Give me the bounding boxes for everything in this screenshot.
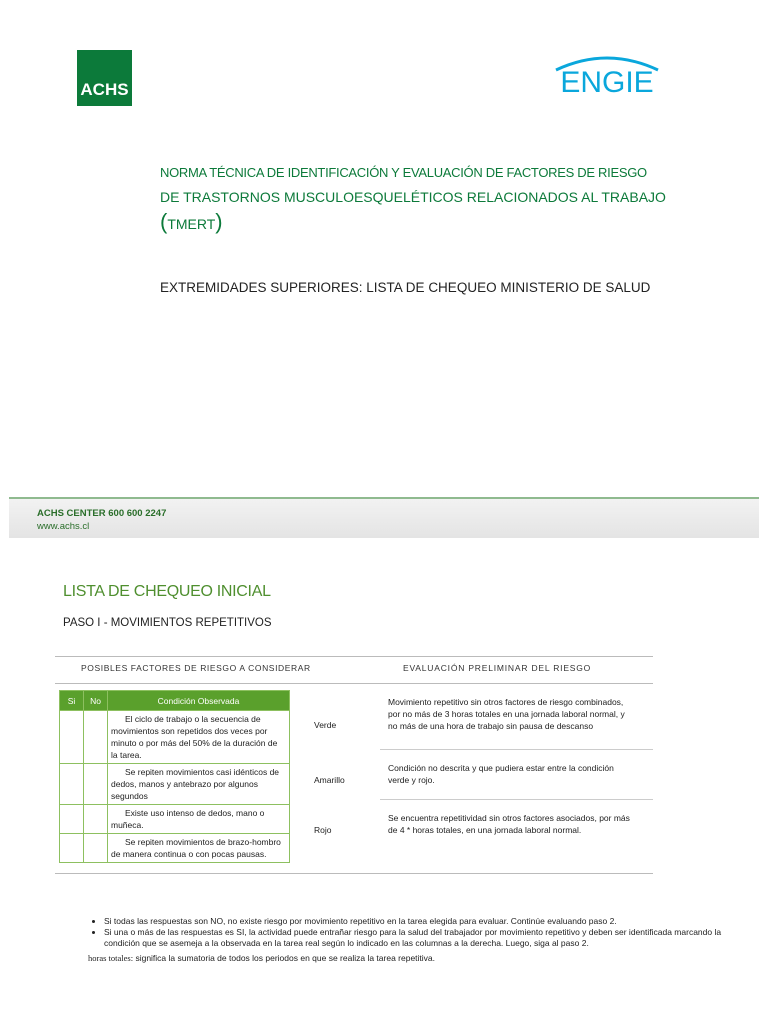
table-bottom-rule [55, 873, 653, 874]
document-subtitle: EXTREMIDADES SUPERIORES: LISTA DE CHEQUEO MINISTERIO DE SALUD [160, 280, 651, 295]
cell-no[interactable] [84, 711, 108, 764]
col-condition: Condición Observada [108, 691, 290, 711]
header-risk-factors: POSIBLES FACTORES DE RIESGO A CONSIDERAR [81, 663, 311, 673]
footnote-text: significa la sumatoria de todos los periodos en que se realiza la tarea repetitiva. [133, 953, 436, 963]
col-no: No [84, 691, 108, 711]
achs-logo [77, 50, 132, 106]
list-item: • Si una o más de las respuestas es SI, la actividad puede entrañar riesgo para la salud del trabajador por movimiento repetitivo y deben ser identificada marcando la condición que se asemeja a la observada en la tarea real según lo indicado en las columnas a la derecha. Luego, siga al paso 2. [104, 927, 728, 949]
condition-text: Se repiten movimientos de brazo-hombro de manera continua o con pocas pausas. [111, 837, 281, 859]
col-si: Si [60, 691, 84, 711]
instructions-list [88, 916, 728, 949]
footnote-term: horas totales: [88, 953, 134, 963]
document-title-line-1: NORMA TÉCNICA DE IDENTIFICACIÓN Y EVALUACIÓN DE FACTORES DE RIESGO [160, 165, 647, 180]
evaluation-description: Se encuentra repetitividad sin otros factores asociados, por más de 4 * horas totales, en una jornada laboral normal. [388, 813, 630, 835]
section-title: LISTA DE CHEQUEO INICIAL [63, 583, 271, 600]
step-title: PASO I - MOVIMIENTOS REPETITIVOS [63, 617, 272, 629]
checklist-header-row [60, 691, 290, 711]
evaluation-description: Movimiento repetitivo sin otros factores de riesgo combinados, por no más de 3 horas totales en una jornada laboral normal, y no más de una hora de trabajo sin pausa de descanso [388, 697, 625, 731]
evaluation-divider [380, 799, 653, 800]
header-evaluation: EVALUACIÓN PRELIMINAR DEL RIESGO [403, 663, 592, 673]
list-item: • Si todas las respuestas son NO, no existe riesgo por movimiento repetitivo en la tarea elegida para evaluar. Continúe evaluando paso 2. [104, 916, 728, 927]
evaluation-divider [380, 749, 653, 750]
paren-open: ( [160, 209, 168, 234]
tmert-text: TMERT [167, 216, 216, 232]
evaluation-label: Rojo [314, 825, 332, 835]
document-title-line-2: DE TRASTORNOS MUSCULOESQUELÉTICOS RELACIONADOS AL TRABAJO [160, 189, 666, 205]
cell-condition [108, 805, 290, 834]
cell-si[interactable] [60, 834, 84, 863]
cell-si[interactable] [60, 764, 84, 805]
engie-logo [548, 52, 666, 98]
condition-text: Existe uso intenso de dedos, mano o muñeca. [111, 808, 265, 830]
cell-condition [108, 711, 290, 764]
contact-website[interactable]: www.achs.cl [37, 521, 90, 532]
cell-si[interactable] [60, 711, 84, 764]
condition-text: Se repiten movimientos casi idénticos de dedos, manos y antebrazo por algunos segundos [111, 767, 280, 801]
checklist-table [59, 690, 290, 863]
cell-no[interactable] [84, 805, 108, 834]
table-row [60, 711, 290, 764]
table-row [60, 764, 290, 805]
cell-no[interactable] [84, 764, 108, 805]
contact-phone: ACHS CENTER 600 600 2247 [37, 508, 167, 519]
cell-no[interactable] [84, 834, 108, 863]
evaluation-description: Condición no descrita y que pudiera estar entre la condición verde y rojo. [388, 763, 614, 785]
footnote [88, 953, 435, 963]
cell-condition [108, 764, 290, 805]
condition-text: El ciclo de trabajo o la secuencia de movimientos son repetidos dos veces por minuto o por más del 50% de la duración de la tarea. [111, 714, 278, 760]
table-row [60, 834, 290, 863]
footer-band [9, 497, 759, 538]
cell-condition [108, 834, 290, 863]
table-row [60, 805, 290, 834]
engie-logo-text: ENGIE [560, 66, 654, 99]
evaluation-label: Verde [314, 720, 337, 730]
cell-si[interactable] [60, 805, 84, 834]
evaluation-label: Amarillo [314, 775, 345, 785]
paren-close: ) [215, 209, 223, 234]
table-header-rule [55, 683, 653, 684]
achs-logo-text: ACHS [80, 80, 129, 99]
table-top-rule [55, 656, 653, 657]
document-title-line-3 [160, 209, 223, 235]
